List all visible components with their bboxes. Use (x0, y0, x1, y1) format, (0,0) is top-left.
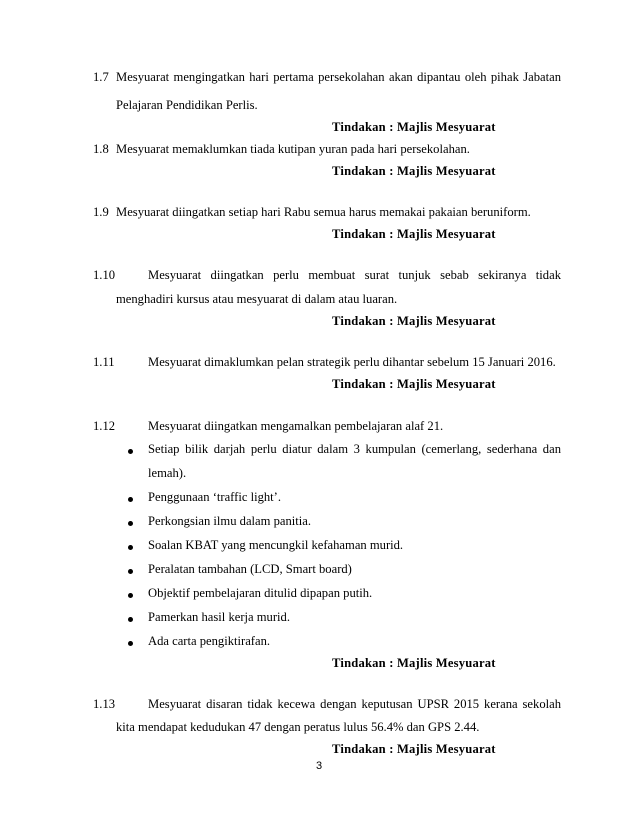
item-text: kita mendapat kedudukan 47 dengan peratus lulus 56.4% dan GPS 2.44. (116, 720, 480, 734)
bullet-icon (128, 497, 133, 502)
list-item: Objektif pembelajaran ditulid dipapan putih. (148, 586, 373, 600)
action-label: Tindakan : Majlis Mesyuarat (332, 377, 496, 391)
list-item: Setiap bilik darjah perlu diatur dalam 3 kumpulan (cemerlang, sederhana dan (148, 442, 561, 456)
action-label: Tindakan : Majlis Mesyuarat (332, 227, 496, 241)
item-text: Mesyuarat diingatkan perlu membuat surat tunjuk sebab sekiranya tidak (148, 268, 561, 282)
item-text: Mesyuarat dimaklumkan pelan strategik perlu dihantar sebelum 15 Januari 2016. (148, 355, 556, 369)
list-item: Soalan KBAT yang mencungkil kefahaman murid. (148, 538, 404, 552)
action-label: Tindakan : Majlis Mesyuarat (332, 742, 496, 756)
bullet-icon (128, 569, 133, 574)
item-number: 1.8 (93, 142, 109, 156)
list-item: Pamerkan hasil kerja murid. (148, 610, 290, 624)
item-number: 1.10 (93, 268, 116, 282)
page-number: 3 (315, 760, 323, 772)
item-number: 1.11 (93, 355, 115, 369)
bullet-icon (128, 449, 133, 454)
item-number: 1.13 (93, 697, 116, 711)
list-item: Ada carta pengiktirafan. (148, 634, 271, 648)
list-item: lemah). (148, 466, 187, 480)
list-item: Peralatan tambahan (LCD, Smart board) (148, 562, 352, 576)
item-text: Mesyuarat disaran tidak kecewa dengan keputusan UPSR 2015 kerana sekolah (148, 697, 561, 711)
action-label: Tindakan : Majlis Mesyuarat (332, 164, 496, 178)
item-text: menghadiri kursus atau mesyuarat di dalam atau luaran. (116, 292, 398, 306)
item-number: 1.9 (93, 205, 109, 219)
item-text: Mesyuarat mengingatkan hari pertama persekolahan akan dipantau oleh pihak Jabatan (116, 70, 561, 84)
action-label: Tindakan : Majlis Mesyuarat (332, 656, 496, 670)
list-item: Perkongsian ilmu dalam panitia. (148, 514, 311, 528)
bullet-icon (128, 521, 133, 526)
item-text: Mesyuarat diingatkan setiap hari Rabu semua harus memakai pakaian beruniform. (116, 205, 531, 219)
bullet-icon (128, 617, 133, 622)
item-number: 1.7 (93, 70, 109, 84)
item-text: Pelajaran Pendidikan Perlis. (116, 98, 258, 112)
item-text: Mesyuarat diingatkan mengamalkan pembelajaran alaf 21. (148, 419, 444, 433)
action-label: Tindakan : Majlis Mesyuarat (332, 314, 496, 328)
item-text: Mesyuarat memaklumkan tiada kutipan yuran pada hari persekolahan. (116, 142, 470, 156)
item-number: 1.12 (93, 419, 116, 433)
bullet-icon (128, 641, 133, 646)
bullet-icon (128, 545, 133, 550)
action-label: Tindakan : Majlis Mesyuarat (332, 120, 496, 134)
list-item: Penggunaan ‘traffic light’. (148, 490, 282, 504)
bullet-icon (128, 593, 133, 598)
